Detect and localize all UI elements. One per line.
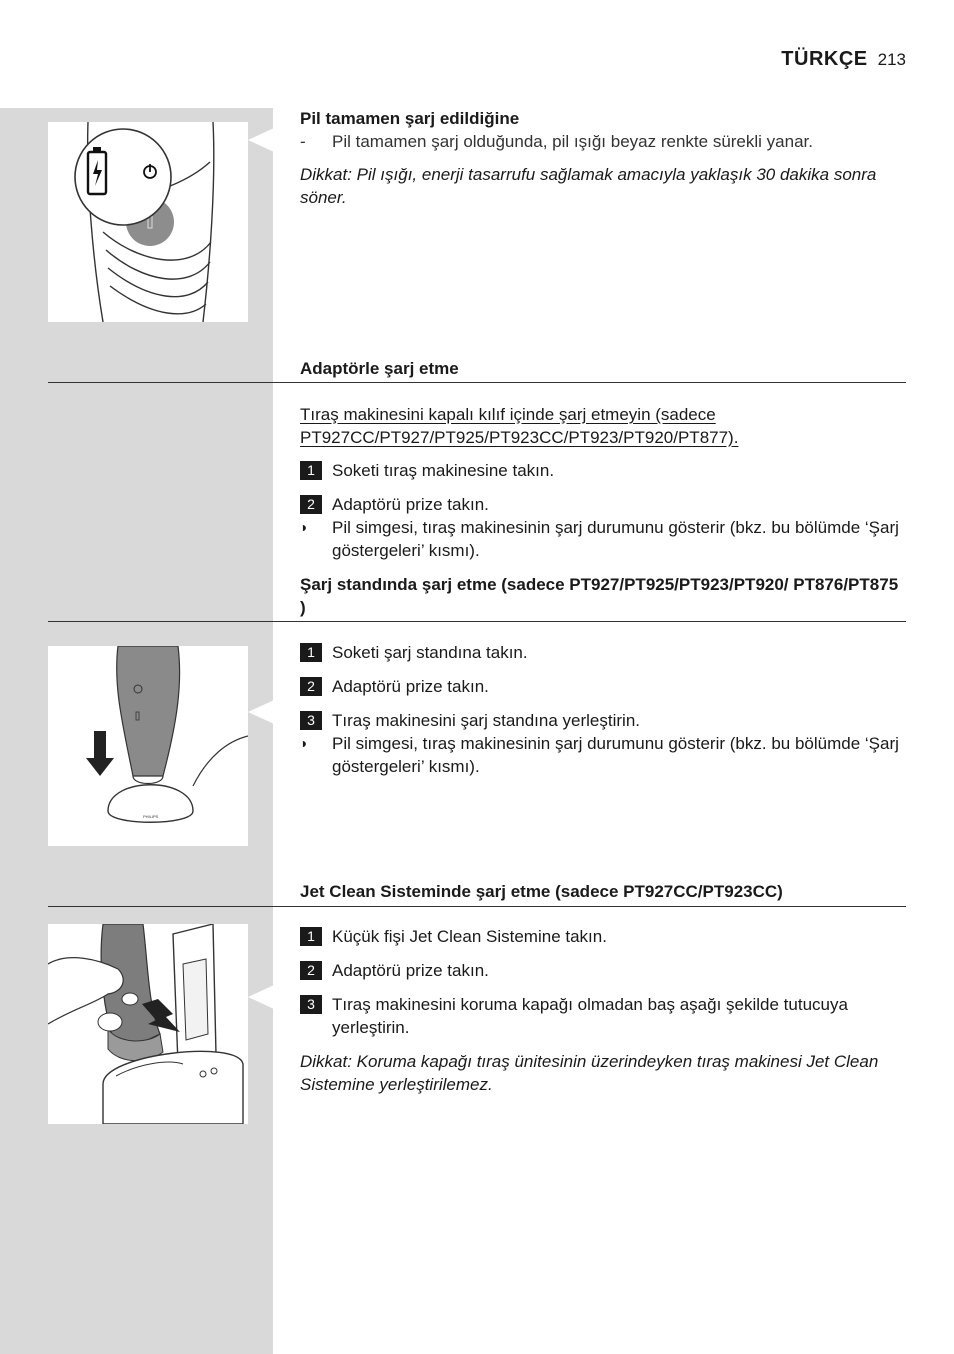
section-title: Pil tamamen şarj edildiğine: [300, 109, 520, 128]
step-text: Soketi tıraş makinesine takın.: [332, 461, 555, 480]
step-item: [300, 675, 906, 698]
section-title: Adaptörle şarj etme: [300, 359, 459, 378]
illustration-pointer: [248, 128, 274, 152]
step-item: [300, 641, 906, 664]
page-header: [781, 48, 906, 71]
charging-stand-illustration: [48, 646, 248, 846]
note: Dikkat: Pil ışığı, enerji tasarrufu sağlamak amacıyla yaklaşık 30 dakika sonra söner.: [300, 165, 877, 207]
bullet-text: Pil simgesi, tıraş makinesinin şarj durumunu gösterir (bkz. bu bölümde ‘Şarj göstergeleri’ kısmı).: [332, 734, 899, 776]
illustration-pointer: [248, 700, 274, 724]
brand-logo: PHILIPS: [143, 814, 159, 819]
jet-clean-illustration: [48, 924, 248, 1124]
step-text: Tıraş makinesini koruma kapağı olmadan baş aşağı şekilde tutucuya yerleştirin.: [332, 995, 848, 1037]
note: Dikkat: Koruma kapağı tıraş ünitesinin üzerindeyken tıraş makinesi Jet Clean Sistemine yerleştirilemez.: [300, 1052, 879, 1094]
section-jetclean-charging: [300, 925, 906, 1096]
step-text: Adaptörü prize takın.: [332, 495, 489, 514]
list-item: - Pil tamamen şarj olduğunda, pil ışığı beyaz renkte sürekli yanar.: [300, 132, 813, 151]
step-text: Tıraş makinesini şarj standına yerleştirin.: [332, 711, 641, 730]
bullet-marker-icon: ◗: [300, 519, 309, 535]
section-divider: [48, 382, 906, 383]
step-number: 3: [300, 711, 322, 730]
step-item: [300, 459, 906, 482]
step-number: 1: [300, 461, 322, 480]
step-number: 2: [300, 961, 322, 980]
section-adapter-charging: [300, 403, 906, 562]
bullet-text: Pil simgesi, tıraş makinesinin şarj durumunu gösterir (bkz. bu bölümde ‘Şarj göstergeleri’ kısmı).: [332, 518, 899, 560]
step-item: [300, 993, 906, 1039]
page-number: 213: [877, 50, 906, 69]
list-item-text: Pil tamamen şarj olduğunda, pil ışığı beyaz renkte sürekli yanar.: [332, 132, 813, 151]
bullet-marker-icon: ◗: [300, 735, 309, 751]
step-number: 1: [300, 643, 322, 662]
section-title: Şarj standında şarj etme (sadece PT927/PT925/PT923/PT920/ PT876/PT875 ): [300, 575, 899, 617]
step-number: 1: [300, 927, 322, 946]
step-item: [300, 959, 906, 982]
result-bullet: [300, 516, 906, 562]
section-title: Jet Clean Sisteminde şarj etme (sadece PT927CC/PT923CC): [300, 882, 783, 901]
step-text: Adaptörü prize takın.: [332, 677, 489, 696]
language-heading: TÜRKÇE: [781, 48, 868, 70]
step-item: [300, 493, 906, 516]
illustration-pointer: [248, 985, 274, 1009]
section-divider: [48, 906, 906, 907]
result-bullet: [300, 732, 906, 778]
step-text: Küçük fişi Jet Clean Sistemine takın.: [332, 927, 607, 946]
section-battery-full: [300, 107, 906, 209]
step-item: [300, 709, 906, 732]
step-text: Soketi şarj standına takın.: [332, 643, 528, 662]
step-text: Adaptörü prize takın.: [332, 961, 489, 980]
step-item: [300, 925, 906, 948]
step-number: 2: [300, 495, 322, 514]
battery-light-illustration: [48, 122, 248, 322]
step-number: 2: [300, 677, 322, 696]
warning-text: Tıraş makinesini kapalı kılıf içinde şarj etmeyin (sadece PT927CC/PT927/PT925/PT923CC/PT923/PT920/PT877).: [300, 405, 739, 447]
step-number: 3: [300, 995, 322, 1014]
section-divider: [48, 621, 906, 622]
section-stand-charging: [300, 641, 906, 778]
